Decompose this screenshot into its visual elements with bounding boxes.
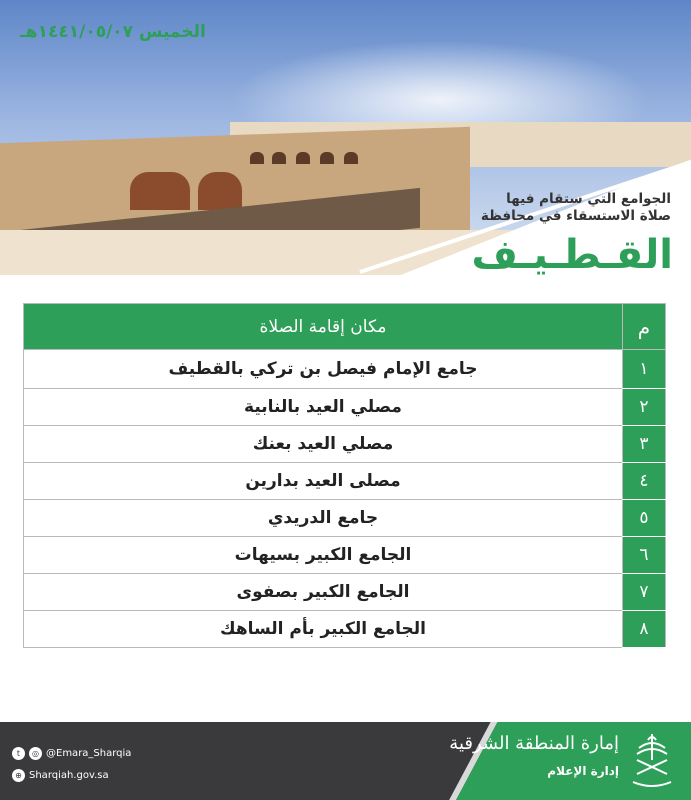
- brand-block: [449, 732, 619, 778]
- brand-name: إمارة المنطقة الشرقية: [449, 733, 619, 754]
- row-place: مصلى العيد بدارين: [24, 463, 623, 500]
- twitter-icon[interactable]: t: [12, 747, 25, 760]
- column-header-place: مكان إقامة الصلاة: [24, 304, 623, 350]
- row-place: مصلي العيد بعنك: [24, 426, 623, 463]
- table-row: [24, 350, 666, 389]
- row-place: الجامع الكبير بصفوى: [24, 574, 623, 611]
- table-row: [24, 426, 666, 463]
- table-row: [24, 611, 666, 648]
- social-links: [12, 746, 131, 783]
- row-number: ٤: [623, 463, 666, 500]
- social-handle[interactable]: @Emara_Sharqia: [46, 748, 132, 759]
- instagram-icon[interactable]: ◎: [29, 747, 42, 760]
- table-row: [24, 389, 666, 426]
- website-line: [12, 768, 131, 783]
- row-place: الجامع الكبير بسيهات: [24, 537, 623, 574]
- row-number: ٨: [623, 611, 666, 648]
- brand-department: إدارة الإعلام: [547, 764, 619, 778]
- web-icon[interactable]: ⊕: [12, 769, 25, 782]
- column-header-number: م: [623, 304, 666, 350]
- table-row: [24, 574, 666, 611]
- website-link[interactable]: Sharqiah.gov.sa: [29, 770, 109, 781]
- row-place: الجامع الكبير بأم الساهك: [24, 611, 623, 648]
- row-place: جامع الإمام فيصل بن تركي بالقطيف: [24, 350, 623, 389]
- subtitle-line-1: الجوامع التي ستقام فيها: [506, 191, 671, 207]
- saudi-emblem-icon: [629, 730, 675, 790]
- subtitle: [371, 191, 671, 225]
- table-row: [24, 500, 666, 537]
- date-label: الخميس ١٤٤١/٠٥/٠٧هـ: [20, 22, 206, 42]
- table-row: [24, 463, 666, 500]
- table-row: [24, 537, 666, 574]
- row-number: ٥: [623, 500, 666, 537]
- row-number: ٧: [623, 574, 666, 611]
- table-header-row: [24, 304, 666, 350]
- social-handle-line: [12, 746, 131, 761]
- row-place: مصلي العيد بالنابية: [24, 389, 623, 426]
- row-number: ٦: [623, 537, 666, 574]
- row-number: ١: [623, 350, 666, 389]
- city-title: القـطـيـف: [471, 232, 673, 278]
- footer: [0, 722, 691, 800]
- row-place: جامع الدريدي: [24, 500, 623, 537]
- mosques-table: [23, 303, 666, 648]
- row-number: ٣: [623, 426, 666, 463]
- row-number: ٢: [623, 389, 666, 426]
- subtitle-line-2: صلاة الاستسقاء في محافظة: [480, 208, 671, 224]
